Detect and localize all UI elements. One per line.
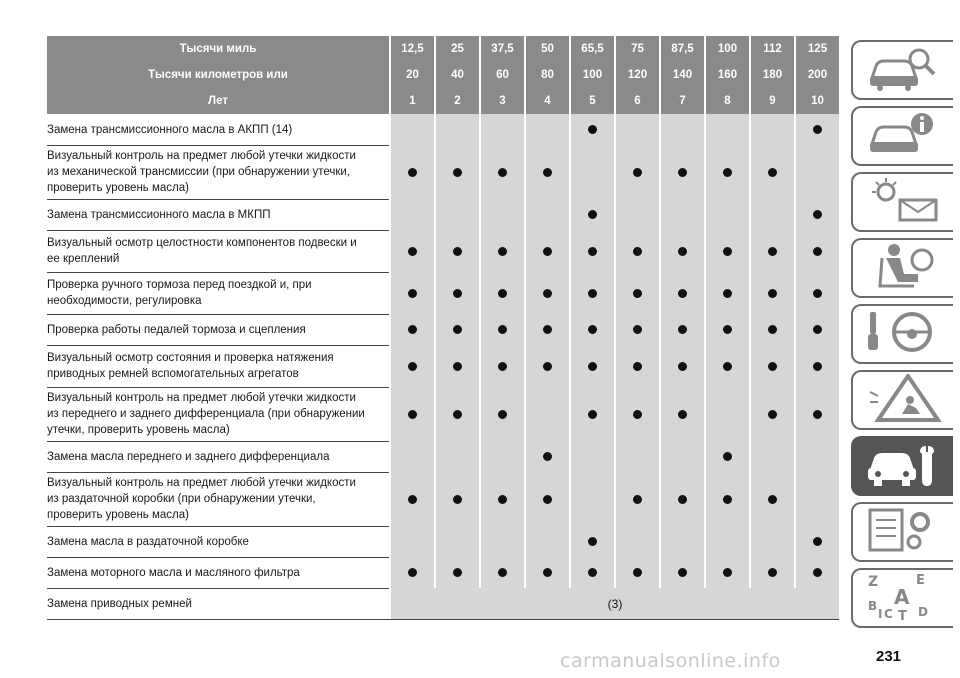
service-dot-icon <box>498 495 507 504</box>
schedule-cell <box>794 114 839 145</box>
schedule-cell <box>749 272 794 314</box>
header-cell: 7 <box>659 88 704 114</box>
service-dot-icon <box>543 452 552 461</box>
service-dot-icon <box>408 568 417 577</box>
schedule-cell <box>659 526 704 557</box>
table-row <box>47 441 839 473</box>
header-row <box>47 88 839 114</box>
header-cell: 50 <box>524 36 569 62</box>
schedule-cell <box>479 526 524 557</box>
service-dot-icon <box>543 362 552 371</box>
header-cell: 8 <box>704 88 749 114</box>
header-cell: 140 <box>659 62 704 88</box>
schedule-cell <box>614 114 659 145</box>
table-row <box>47 272 839 315</box>
service-dot-icon <box>633 289 642 298</box>
service-dot-icon <box>453 325 462 334</box>
service-dot-icon <box>408 168 417 177</box>
service-dot-icon <box>678 410 687 419</box>
service-dot-icon <box>813 410 822 419</box>
schedule-cell <box>659 557 704 588</box>
service-dot-icon <box>813 125 822 134</box>
header-label: Тысячи километров или <box>148 69 288 81</box>
alphabet-index-icon <box>864 572 942 625</box>
header-cell: 40 <box>434 62 479 88</box>
header-cell: 87,5 <box>659 36 704 62</box>
header-cell: 5 <box>569 88 614 114</box>
car-wrench-icon <box>864 440 942 493</box>
service-dot-icon <box>633 247 642 256</box>
svg-text:C: C <box>884 606 893 620</box>
service-dot-icon <box>498 568 507 577</box>
schedule-cell <box>704 314 749 345</box>
header-label: Лет <box>208 95 228 107</box>
schedule-cell <box>704 272 749 314</box>
svg-text:Z: Z <box>868 573 879 590</box>
row-label: Визуальный осмотр целостности компонентов подвески и ее креплений <box>47 237 357 265</box>
schedule-cell <box>614 145 659 199</box>
service-dot-icon <box>768 495 777 504</box>
chapter-tab[interactable] <box>851 436 953 496</box>
service-dot-icon <box>588 289 597 298</box>
row-label: Замена трансмиссионного масла в АКПП (14) <box>47 123 293 136</box>
service-dot-icon <box>723 568 732 577</box>
chapter-tab[interactable] <box>851 238 953 298</box>
schedule-cell <box>614 314 659 345</box>
schedule-cell <box>704 472 749 526</box>
service-dot-icon <box>678 247 687 256</box>
schedule-cell <box>569 557 614 588</box>
service-dot-icon <box>543 495 552 504</box>
schedule-cell <box>794 526 839 557</box>
row-label: Визуальный контроль на предмет любой утечки жидкости из механической трансмиссии (при обнаружении утечки, проверить уровень масла) <box>47 150 356 194</box>
schedule-cell <box>614 472 659 526</box>
schedule-cell <box>704 230 749 272</box>
header-cell: 100 <box>569 62 614 88</box>
schedule-cell <box>389 472 434 526</box>
schedule-cell <box>749 114 794 145</box>
service-dot-icon <box>498 325 507 334</box>
service-dot-icon <box>543 247 552 256</box>
schedule-cell <box>434 557 479 588</box>
service-dot-icon <box>543 325 552 334</box>
schedule-cell <box>704 387 749 441</box>
service-dot-icon <box>813 289 822 298</box>
schedule-cell <box>389 114 434 145</box>
schedule-cell <box>614 230 659 272</box>
service-dot-icon <box>723 362 732 371</box>
warning-triangle-breakdown-icon <box>864 374 942 427</box>
schedule-cell <box>704 345 749 387</box>
header-row <box>47 36 839 64</box>
schedule-cell <box>794 145 839 199</box>
schedule-cell <box>794 441 839 472</box>
service-dot-icon <box>813 568 822 577</box>
chapter-tab[interactable] <box>851 568 953 628</box>
service-dot-icon <box>498 362 507 371</box>
schedule-cell <box>794 199 839 230</box>
service-dot-icon <box>723 495 732 504</box>
schedule-cell <box>614 526 659 557</box>
schedule-cell <box>614 557 659 588</box>
service-dot-icon <box>723 247 732 256</box>
service-dot-icon <box>633 568 642 577</box>
header-cell: 10 <box>794 88 839 114</box>
service-dot-icon <box>813 210 822 219</box>
schedule-cell <box>614 441 659 472</box>
table-row <box>47 472 839 527</box>
header-cell: 3 <box>479 88 524 114</box>
service-dot-icon <box>453 362 462 371</box>
schedule-cell <box>479 145 524 199</box>
schedule-cell <box>479 441 524 472</box>
schedule-cell <box>434 230 479 272</box>
service-dot-icon <box>678 289 687 298</box>
table-row <box>47 314 839 346</box>
schedule-cell <box>389 345 434 387</box>
schedule-cell <box>524 145 569 199</box>
service-dot-icon <box>633 410 642 419</box>
row-label: Замена моторного масла и масляного фильтра <box>47 566 300 579</box>
schedule-cell <box>479 472 524 526</box>
schedule-cell <box>479 314 524 345</box>
service-dot-icon <box>633 325 642 334</box>
schedule-cell <box>569 441 614 472</box>
header-cell: 9 <box>749 88 794 114</box>
schedule-cell <box>569 526 614 557</box>
schedule-cell <box>749 145 794 199</box>
schedule-cell <box>569 145 614 199</box>
service-dot-icon <box>498 410 507 419</box>
schedule-cell <box>569 199 614 230</box>
table-row <box>47 114 839 146</box>
schedule-cell <box>704 199 749 230</box>
schedule-cell <box>749 314 794 345</box>
header-cell: 20 <box>389 62 434 88</box>
service-dot-icon <box>768 247 777 256</box>
table-row <box>47 557 839 589</box>
chapter-tab[interactable] <box>851 40 953 100</box>
schedule-cell <box>659 387 704 441</box>
chapter-tab[interactable] <box>851 304 953 364</box>
schedule-cell <box>659 272 704 314</box>
schedule-cell <box>569 230 614 272</box>
service-dot-icon <box>633 168 642 177</box>
schedule-cell <box>794 272 839 314</box>
header-cell: 25 <box>434 36 479 62</box>
schedule-cell <box>659 441 704 472</box>
svg-text:D: D <box>918 604 928 619</box>
header-cell: 120 <box>614 62 659 88</box>
schedule-cell <box>389 387 434 441</box>
svg-text:T: T <box>898 608 907 620</box>
service-dot-icon <box>408 362 417 371</box>
schedule-cell <box>794 472 839 526</box>
service-dot-icon <box>678 568 687 577</box>
service-dot-icon <box>498 168 507 177</box>
service-dot-icon <box>633 362 642 371</box>
service-dot-icon <box>768 289 777 298</box>
schedule-cell <box>434 145 479 199</box>
schedule-cell <box>524 114 569 145</box>
schedule-cell <box>389 441 434 472</box>
schedule-cell <box>794 314 839 345</box>
service-dot-icon <box>408 495 417 504</box>
header-cell: 100 <box>704 36 749 62</box>
header-cell: 200 <box>794 62 839 88</box>
row-label: Замена приводных ремней <box>47 597 192 610</box>
header-cell: 180 <box>749 62 794 88</box>
schedule-cell <box>524 387 569 441</box>
header-cell: 6 <box>614 88 659 114</box>
schedule-cell <box>614 387 659 441</box>
service-dot-icon <box>588 568 597 577</box>
service-dot-icon <box>768 325 777 334</box>
service-dot-icon <box>453 410 462 419</box>
schedule-cell <box>479 557 524 588</box>
schedule-cell <box>659 314 704 345</box>
schedule-cell <box>479 230 524 272</box>
svg-text:E: E <box>916 572 925 588</box>
schedule-cell <box>749 387 794 441</box>
schedule-cell <box>479 387 524 441</box>
schedule-cell <box>524 441 569 472</box>
schedule-cell <box>614 345 659 387</box>
schedule-cell <box>659 345 704 387</box>
svg-text:I: I <box>878 606 883 620</box>
service-dot-icon <box>588 125 597 134</box>
schedule-cell <box>524 230 569 272</box>
schedule-cell <box>434 387 479 441</box>
seat-airbag-icon <box>864 242 942 295</box>
car-info-icon <box>864 110 942 163</box>
schedule-cell <box>389 145 434 199</box>
schedule-cell <box>749 472 794 526</box>
row-label: Проверка ручного тормоза перед поездкой и, при необходимости, регулировка <box>47 279 312 307</box>
service-dot-icon <box>588 247 597 256</box>
schedule-cell <box>749 345 794 387</box>
service-dot-icon <box>723 452 732 461</box>
schedule-cell <box>794 230 839 272</box>
schedule-cell <box>434 345 479 387</box>
service-dot-icon <box>678 168 687 177</box>
schedule-cell <box>614 199 659 230</box>
svg-text:B: B <box>868 598 878 613</box>
table-row <box>47 145 839 200</box>
specs-gear-icon <box>864 506 942 559</box>
header-cell: 75 <box>614 36 659 62</box>
header-cell: 160 <box>704 62 749 88</box>
chapter-tab[interactable] <box>851 370 953 430</box>
service-dot-icon <box>768 168 777 177</box>
header-cell: 112 <box>749 36 794 62</box>
schedule-cell <box>704 441 749 472</box>
service-dot-icon <box>723 289 732 298</box>
schedule-cell <box>434 526 479 557</box>
service-dot-icon <box>588 537 597 546</box>
service-dot-icon <box>453 568 462 577</box>
warning-light-message-icon <box>864 176 942 229</box>
schedule-cell <box>569 472 614 526</box>
table-row <box>47 588 839 620</box>
service-dot-icon <box>813 247 822 256</box>
schedule-cell <box>479 345 524 387</box>
header-row <box>47 62 839 90</box>
chapter-tab[interactable] <box>851 172 953 232</box>
chapter-tab[interactable] <box>851 502 953 562</box>
schedule-cell <box>434 199 479 230</box>
service-dot-icon <box>768 362 777 371</box>
key-steering-wheel-icon <box>864 308 942 361</box>
schedule-cell <box>524 199 569 230</box>
service-dot-icon <box>768 410 777 419</box>
service-dot-icon <box>813 325 822 334</box>
service-dot-icon <box>588 410 597 419</box>
schedule-cell <box>389 526 434 557</box>
car-search-icon <box>864 44 942 97</box>
schedule-cell <box>524 314 569 345</box>
schedule-cell <box>524 345 569 387</box>
table-row <box>47 345 839 388</box>
service-dot-icon <box>678 495 687 504</box>
header-cell: 37,5 <box>479 36 524 62</box>
schedule-cell <box>704 526 749 557</box>
schedule-cell <box>524 472 569 526</box>
service-dot-icon <box>408 325 417 334</box>
service-dot-icon <box>588 325 597 334</box>
service-dot-icon <box>408 289 417 298</box>
table-row <box>47 230 839 273</box>
schedule-cell <box>704 114 749 145</box>
schedule-cell <box>434 441 479 472</box>
header-cell: 2 <box>434 88 479 114</box>
schedule-cell <box>434 272 479 314</box>
service-dot-icon <box>588 210 597 219</box>
service-dot-icon <box>453 289 462 298</box>
schedule-cell <box>659 199 704 230</box>
row-label: Замена трансмиссионного масла в МКПП <box>47 208 271 221</box>
header-cell: 125 <box>794 36 839 62</box>
schedule-cell <box>389 272 434 314</box>
header-cell: 1 <box>389 88 434 114</box>
service-dot-icon <box>408 410 417 419</box>
service-dot-icon <box>408 247 417 256</box>
header-cell: 12,5 <box>389 36 434 62</box>
service-dot-icon <box>813 537 822 546</box>
schedule-cell <box>479 114 524 145</box>
schedule-cell <box>659 472 704 526</box>
row-note: (3) <box>389 588 839 619</box>
header-cell: 65,5 <box>569 36 614 62</box>
schedule-cell <box>704 145 749 199</box>
schedule-cell <box>389 557 434 588</box>
schedule-cell <box>389 230 434 272</box>
schedule-cell <box>794 557 839 588</box>
svg-text:A: A <box>894 584 910 609</box>
service-dot-icon <box>678 325 687 334</box>
schedule-cell <box>389 199 434 230</box>
schedule-cell <box>749 557 794 588</box>
schedule-cell <box>524 526 569 557</box>
schedule-cell <box>749 230 794 272</box>
service-dot-icon <box>813 362 822 371</box>
schedule-cell <box>524 557 569 588</box>
header-cell: 4 <box>524 88 569 114</box>
page-number: 231 <box>876 648 902 665</box>
service-dot-icon <box>678 362 687 371</box>
row-label: Замена масла в раздаточной коробке <box>47 535 249 548</box>
service-dot-icon <box>588 362 597 371</box>
service-dot-icon <box>453 168 462 177</box>
service-dot-icon <box>543 289 552 298</box>
schedule-cell <box>479 272 524 314</box>
watermark: carmanualsonline.info <box>560 650 781 672</box>
schedule-cell <box>569 387 614 441</box>
schedule-cell <box>434 472 479 526</box>
service-dot-icon <box>543 168 552 177</box>
schedule-cell <box>794 345 839 387</box>
header-cell: 80 <box>524 62 569 88</box>
service-dot-icon <box>453 247 462 256</box>
header-cell: 60 <box>479 62 524 88</box>
schedule-cell <box>524 272 569 314</box>
service-dot-icon <box>633 495 642 504</box>
schedule-cell <box>434 314 479 345</box>
service-dot-icon <box>768 568 777 577</box>
schedule-cell <box>659 145 704 199</box>
schedule-cell <box>389 314 434 345</box>
schedule-cell <box>614 272 659 314</box>
schedule-cell <box>479 199 524 230</box>
schedule-cell <box>434 114 479 145</box>
schedule-cell <box>749 441 794 472</box>
schedule-cell <box>659 230 704 272</box>
service-dot-icon <box>723 325 732 334</box>
table-row <box>47 526 839 558</box>
table-row <box>47 387 839 442</box>
row-label: Визуальный осмотр состояния и проверка натяжения приводных ремней вспомогательных агрегатов <box>47 352 334 380</box>
schedule-cell <box>749 526 794 557</box>
row-label: Визуальный контроль на предмет любой утечки жидкости из раздаточной коробки (при обнаружении утечки, проверить уровень масла) <box>47 477 356 521</box>
row-label: Визуальный контроль на предмет любой утечки жидкости из переднего и заднего дифференциала (при обнаружении утечки, проверить уровень масла) <box>47 392 365 436</box>
schedule-cell <box>749 199 794 230</box>
table-row <box>47 199 839 231</box>
schedule-cell <box>569 272 614 314</box>
row-label: Проверка работы педалей тормоза и сцепления <box>47 323 306 336</box>
header-label: Тысячи миль <box>179 43 257 55</box>
service-dot-icon <box>543 568 552 577</box>
service-dot-icon <box>453 495 462 504</box>
chapter-tab[interactable] <box>851 106 953 166</box>
service-dot-icon <box>498 289 507 298</box>
service-dot-icon <box>723 168 732 177</box>
schedule-cell <box>569 314 614 345</box>
schedule-cell <box>704 557 749 588</box>
service-dot-icon <box>498 247 507 256</box>
schedule-cell <box>659 114 704 145</box>
schedule-cell <box>794 387 839 441</box>
row-label: Замена масла переднего и заднего дифференциала <box>47 450 330 463</box>
schedule-cell <box>569 114 614 145</box>
schedule-cell <box>569 345 614 387</box>
